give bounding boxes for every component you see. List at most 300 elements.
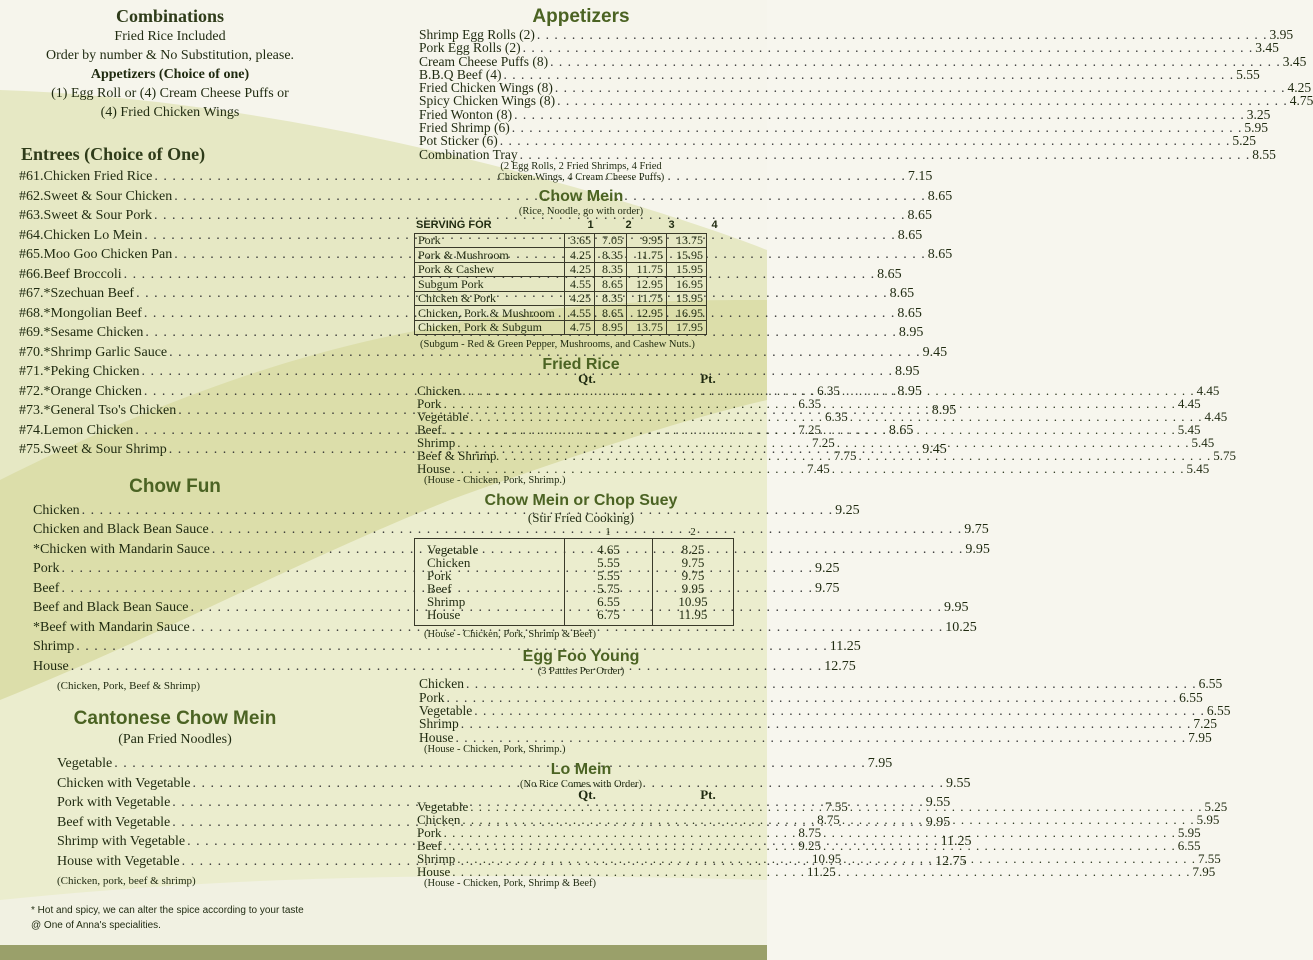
item-number: #73.* [19, 403, 51, 418]
dish-name: Pork [427, 568, 452, 584]
dot-leader [442, 839, 799, 852]
serving-size: 4 [711, 218, 718, 231]
item-name: Beef & Shrimp [417, 448, 497, 464]
item-number: #65. [19, 247, 44, 262]
item-name: Fried Chicken Wings (8) [419, 80, 553, 96]
item-price: 6.55 [1179, 689, 1203, 705]
item-name: Cream Cheese Puffs (8) [419, 53, 549, 69]
egg-foo-young-note: (House - Chicken, Pork, Shrimp.) [424, 743, 566, 755]
price-cell: 6.55 [597, 594, 620, 610]
table-row [415, 291, 707, 306]
item-name: Sweet & Sour Pork [43, 208, 152, 223]
item-price: 12.75 [824, 658, 856, 674]
dish-name: Beef [427, 581, 452, 597]
cantonese-note: (Chicken, pork, beef & shrimp) [57, 875, 196, 887]
item-price: 7.25 [1193, 716, 1218, 732]
item-price: 6.55 [1198, 676, 1223, 692]
appetizers-note-line: (2 Egg Rolls, 2 Fried Shrimps, 4 Fried [500, 160, 662, 172]
footer-notes [31, 905, 304, 931]
appetizer-choice-heading: Appetizers (Choice of one) [90, 67, 250, 82]
quart-price: 10.95 [812, 850, 842, 866]
chow-fun-note: (Chicken, Pork, Beef & Shrimp) [57, 680, 200, 692]
menu-item [406, 863, 1216, 879]
dot-leader [510, 121, 1245, 134]
item-number: #70.* [19, 344, 51, 360]
item-price: 7.15 [907, 169, 933, 184]
dish-name: Chicken, Pork & Subgum [415, 320, 565, 335]
menu-item [406, 40, 1279, 56]
item-name: Sweet & Sour Chicken [43, 188, 173, 204]
qt-label: Qt. [578, 786, 596, 802]
item-name: Chicken [417, 811, 461, 827]
spicy-mark: * [33, 619, 40, 635]
menu-item [406, 676, 1223, 692]
item-price: 8.65 [907, 208, 932, 223]
item-price: 5.95 [1244, 120, 1268, 136]
item-name: Peking Chicken [50, 364, 140, 379]
item-name: Szechuan Beef [50, 286, 135, 301]
item-price: 10.25 [945, 619, 977, 635]
item-name: House with Vegetable [57, 853, 180, 869]
price-cell: 15.95 [667, 291, 707, 306]
menu-item [406, 80, 1312, 96]
price-cell: 4.25 [565, 291, 595, 306]
quart-price: 6.35 [825, 409, 848, 425]
dot-leader [512, 108, 1247, 121]
item-name: Fried Shrimp (6) [419, 120, 510, 136]
item-name: Chicken and Black Bean Sauce [33, 522, 209, 537]
price-cell: 17.95 [667, 320, 707, 335]
price-cell: 8.95 [595, 320, 627, 335]
price-cell: 4.25 [565, 262, 595, 277]
cantonese-subtitle: (Pan Fried Noodles) [118, 732, 232, 747]
item-name: Shrimp with Vegetable [57, 834, 186, 849]
pint-price: 5.45 [1186, 461, 1210, 477]
item-price: 6.55 [1206, 703, 1231, 719]
item-price: 8.55 [1252, 146, 1276, 162]
price-cell: 9.95 [681, 581, 705, 597]
item-price: 9.25 [835, 502, 860, 518]
item-name: Beef [417, 837, 442, 853]
pint-price: 7.55 [1198, 850, 1221, 866]
dot-leader [848, 800, 1205, 813]
item-name: Pork [33, 561, 60, 576]
pint-price: 4.45 [1196, 383, 1220, 399]
price-cell: 11.75 [627, 262, 667, 277]
item-price: 8.65 [877, 266, 902, 282]
price-cell: 4.55 [565, 277, 595, 292]
item-number: #68.* [19, 305, 51, 321]
item-name: Beef [417, 422, 442, 438]
menu-item [406, 703, 1231, 719]
serving-size: 3 [668, 218, 675, 231]
menu-item [406, 689, 1203, 705]
price-cell: 9.75 [681, 568, 705, 584]
item-price: 8.95 [897, 383, 922, 399]
quart-price: 6.35 [798, 396, 822, 412]
item-name: Chicken [419, 676, 464, 692]
item-price: 8.65 [897, 305, 922, 321]
table-row [415, 262, 707, 277]
dot-leader [518, 148, 1253, 161]
item-name: Vegetable [417, 409, 469, 425]
egg-foo-young-list [406, 676, 1231, 745]
item-name: Beef [33, 580, 60, 596]
price-cell: 11.75 [627, 291, 667, 306]
price-cell: 4.65 [597, 542, 620, 558]
dot-leader [450, 865, 807, 878]
spicy-mark: * [33, 541, 40, 557]
quart-price: 8.75 [798, 824, 822, 840]
item-name: Orange Chicken [50, 383, 142, 399]
item-name: Beef with Mandarin Sauce [40, 619, 190, 635]
item-name: Shrimp Garlic Sauce [50, 344, 168, 360]
item-price: 8.95 [931, 403, 957, 418]
table-row [415, 248, 707, 263]
chow-mein-title: Chow Mein [538, 187, 624, 205]
pt-label: Pt. [700, 786, 716, 802]
price-cell: 9.95 [627, 233, 667, 248]
item-price: 4.75 [1289, 93, 1313, 109]
item-price: 3.45 [1282, 53, 1307, 69]
price-cell: 11.75 [627, 248, 667, 263]
price-cell: 12.95 [627, 277, 667, 292]
pt-label: Pt. [700, 371, 716, 387]
item-price: 4.25 [1287, 80, 1312, 96]
chow-mein-table [414, 233, 707, 336]
chow-mein-note: (Subgum - Red & Green Pepper, Mushrooms, and Cashew Nuts.) [420, 339, 695, 351]
item-name: Moo Goo Chicken Pan [43, 247, 173, 262]
item-price: 11.25 [940, 834, 972, 849]
item-number: #64. [19, 227, 44, 243]
quart-price: 11.25 [806, 863, 836, 879]
chop-suey-subtitle: (Stir Fried Cooking) [527, 510, 635, 526]
egg-foo-young-section [406, 676, 1231, 745]
item-number: #72.* [19, 383, 51, 399]
menu-item [406, 824, 1201, 840]
item-price: 8.65 [889, 286, 915, 301]
item-name: Vegetable [419, 703, 473, 719]
menu-item [406, 716, 1218, 732]
item-price: 7.95 [867, 756, 893, 771]
price-cell: 8.65 [595, 277, 627, 292]
quart-price: 8.75 [817, 811, 840, 827]
combinations-title: Combinations [115, 6, 225, 26]
pint-price: 5.45 [1191, 435, 1215, 451]
menu-item [406, 133, 1256, 149]
dot-leader [450, 462, 807, 475]
menu-item [406, 53, 1307, 69]
menu-item [406, 146, 1276, 162]
item-price: 9.95 [925, 814, 951, 830]
dot-leader [535, 28, 1270, 41]
price-cell: 6.75 [597, 607, 620, 623]
item-price: 8.65 [927, 247, 953, 262]
price-cell: 5.55 [597, 555, 620, 571]
appetizer-option: (1) Egg Roll or (4) Cream Cheese Puffs or [51, 86, 289, 101]
dot-leader [454, 731, 1189, 744]
dish-name: Chicken & Pork [415, 291, 565, 306]
item-number: #61. [19, 169, 44, 184]
item-name: Chicken [417, 383, 461, 399]
dish-name: Pork & Cashew [415, 262, 565, 277]
item-name: Chicken Fried Rice [43, 169, 153, 184]
price-cell: 8.35 [595, 248, 627, 263]
item-name: Chicken Lo Mein [43, 227, 143, 243]
serving-size: 1 [587, 218, 594, 231]
chow-mein-subtitle: (Rice, Noodle, go with order) [518, 205, 644, 217]
item-price: 8.65 [927, 188, 953, 204]
dish-name: Vegetable [427, 542, 479, 558]
price-cell: 16.95 [667, 306, 707, 321]
menu-item [0, 522, 989, 542]
dot-leader [459, 717, 1194, 730]
item-name: Beef with Vegetable [57, 814, 171, 830]
dish-name: Shrimp [427, 594, 466, 610]
item-name: House [419, 729, 454, 745]
item-name: Shrimp [417, 850, 456, 866]
item-name: Mongolian Beef [50, 305, 142, 321]
lo-mein-title: Lo Mein [550, 760, 612, 778]
chop-suey-header [414, 526, 767, 538]
pint-price: 5.95 [1177, 824, 1201, 840]
item-number: #66. [19, 266, 44, 282]
combinations-line: Fried Rice Included [114, 29, 226, 44]
item-number: #69.* [19, 325, 51, 340]
table-row [415, 277, 707, 292]
dot-leader [445, 691, 1180, 704]
item-name: Vegetable [57, 756, 113, 771]
item-price: 12.75 [935, 853, 967, 869]
chop-suey-col1: 1 [605, 526, 611, 539]
chow-mein-header [416, 219, 767, 231]
dot-leader [468, 800, 825, 813]
footer-special-note: @ One of Anna's specialities. [31, 920, 161, 931]
price-cell: 9.75 [681, 555, 705, 571]
menu-item [406, 461, 1210, 477]
pint-price: 7.95 [1192, 863, 1216, 879]
dish-name: House [427, 607, 461, 623]
combinations-line: Order by number & No Substitution, please. [45, 48, 295, 63]
item-name: Pork [417, 396, 442, 412]
quart-price: 7.25 [798, 422, 822, 438]
item-name: Beef Broccoli [43, 266, 122, 282]
item-name: House [417, 461, 451, 477]
dish-name: Chicken [427, 555, 471, 571]
dish-name: Pork & Mushroom [415, 248, 565, 263]
item-number: #75. [19, 442, 44, 457]
price-cell: 4.55 [565, 306, 595, 321]
item-price: 9.95 [944, 600, 969, 615]
serving-for-label: SERVING FOR [416, 218, 492, 231]
price-cell: 4.25 [565, 248, 595, 263]
egg-foo-young-title: Egg Foo Young [522, 648, 640, 666]
dot-leader [472, 704, 1207, 717]
pint-price: 4.45 [1204, 409, 1228, 425]
item-number: #74. [19, 422, 44, 438]
chow-fun-title: Chow Fun [129, 475, 221, 497]
item-price: 9.55 [925, 795, 951, 810]
combinations-section [29, 6, 311, 122]
item-price: 9.45 [922, 344, 948, 360]
item-name: House [33, 658, 69, 674]
quart-price: 7.55 [825, 798, 848, 814]
price-cell: 7.05 [595, 233, 627, 248]
price-cell: 8.65 [595, 306, 627, 321]
item-name: Combination Tray [419, 146, 518, 162]
pint-price: 5.75 [1213, 448, 1236, 464]
menu-item [406, 120, 1268, 136]
quart-price: 9.25 [798, 837, 822, 853]
item-name: Sesame Chicken [50, 325, 144, 340]
item-name: Pork [419, 689, 445, 705]
price-cell: 13.75 [667, 233, 707, 248]
item-name: Spicy Chicken Wings (8) [419, 93, 556, 109]
menu-item [406, 729, 1212, 745]
quart-price: 7.75 [833, 448, 857, 464]
dot-leader [548, 55, 1283, 68]
item-number: #63. [19, 208, 44, 223]
price-cell: 10.95 [678, 594, 708, 610]
quart-price: 7.25 [812, 435, 835, 451]
chop-suey-prices-2 [653, 539, 733, 625]
item-price: 8.65 [897, 227, 923, 243]
price-cell: 15.95 [667, 262, 707, 277]
dot-leader [455, 852, 812, 865]
chop-suey-names [415, 539, 565, 625]
item-price: 5.25 [1232, 133, 1256, 149]
item-name: Pork with Vegetable [57, 795, 171, 810]
table-row [415, 233, 707, 248]
dot-leader [830, 462, 1187, 475]
dot-leader [501, 68, 1236, 81]
dot-leader [464, 677, 1199, 690]
item-name: House [417, 863, 451, 879]
item-name: Shrimp Egg Rolls (2) [419, 27, 535, 42]
entrees-title: Entrees (Choice of One) [21, 144, 206, 164]
pint-price: 5.45 [1177, 422, 1201, 438]
dot-leader [841, 852, 1198, 865]
item-name: Chicken with Mandarin Sauce [40, 541, 210, 557]
price-cell: 5.55 [597, 568, 620, 584]
chop-suey-prices-1 [565, 539, 653, 625]
dot-leader [498, 134, 1233, 147]
lo-mein-subtitle: (No Rice Comes with Order) [520, 778, 642, 790]
dish-name: Chicken, Pork & Mushroom [415, 306, 565, 321]
dish-name: Pork [415, 233, 565, 248]
pint-price: 4.45 [1177, 396, 1201, 412]
appetizers-note-line: Chicken Wings, 4 Cream Cheese Puffs) [497, 171, 665, 183]
item-name: Vegetable [417, 798, 469, 814]
item-name: B.B.Q Beef (4) [419, 66, 502, 82]
item-name: Beef and Black Bean Sauce [33, 600, 189, 615]
dot-leader [821, 839, 1178, 852]
quart-price: 6.35 [817, 383, 840, 399]
price-cell: 5.75 [597, 581, 620, 597]
item-name: Lemon Chicken [43, 422, 134, 438]
item-price: 9.45 [922, 442, 947, 457]
dot-leader [840, 813, 1197, 826]
pint-price: 5.95 [1196, 811, 1220, 827]
lo-mein-note: (House - Chicken, Pork, Shrimp & Beef) [424, 877, 597, 889]
menu-item [406, 27, 1294, 42]
item-price: 9.25 [814, 561, 840, 576]
dot-leader [836, 865, 1193, 878]
price-cell: 11.95 [678, 607, 708, 623]
item-number: #67.* [19, 286, 51, 301]
dot-leader [460, 813, 817, 826]
item-name: Fried Wonton (8) [419, 106, 513, 122]
qt-label: Qt. [578, 371, 596, 387]
appetizers-list [406, 27, 1313, 162]
item-number: #62. [19, 188, 44, 204]
item-number: #71.* [19, 364, 51, 379]
dish-name: Subgum Pork [415, 277, 565, 292]
item-price: 9.55 [946, 775, 971, 791]
fried-rice-note: (House - Chicken, Pork, Shrimp.) [424, 475, 566, 487]
appetizers-title: Appetizers [532, 6, 630, 27]
chop-suey-note: (House - Chicken, Pork, Shrimp & Beef) [424, 629, 597, 641]
dot-leader [553, 81, 1288, 94]
chop-suey-col2: 2 [690, 526, 696, 539]
table-row [415, 306, 707, 321]
menu-item [406, 93, 1313, 109]
item-name: Pork Egg Rolls (2) [419, 40, 521, 56]
item-price: 8.95 [898, 325, 924, 340]
egg-foo-young-subtitle: (3 Patties Per Order) [537, 666, 625, 678]
price-cell: 16.95 [667, 277, 707, 292]
price-cell: 13.75 [627, 320, 667, 335]
pint-price: 6.55 [1177, 837, 1201, 853]
fried-rice-title: Fried Rice [542, 356, 620, 374]
price-cell: 15.95 [667, 248, 707, 263]
price-cell: 8.25 [681, 542, 705, 558]
item-name: Chicken with Vegetable [57, 775, 191, 791]
chop-suey-table [414, 538, 734, 626]
pint-price: 5.25 [1204, 798, 1228, 814]
dot-leader [442, 826, 799, 839]
table-row [415, 320, 707, 335]
item-price: 11.25 [829, 639, 861, 654]
item-name: General Tso's Chicken [50, 403, 177, 418]
appetizer-option: (4) Fried Chicken Wings [100, 105, 240, 120]
price-cell: 3.65 [565, 233, 595, 248]
chop-suey-title: Chow Mein or Chop Suey [484, 492, 678, 510]
item-name: Chicken [33, 502, 80, 518]
price-cell: 8.35 [595, 291, 627, 306]
price-cell: 8.35 [595, 262, 627, 277]
quart-price: 7.45 [806, 461, 830, 477]
item-price: 9.75 [814, 580, 840, 596]
item-price: 7.95 [1188, 729, 1212, 745]
menu-item [406, 106, 1271, 122]
cantonese-title: Cantonese Chow Mein [73, 708, 277, 729]
appetizers-note [406, 161, 756, 183]
price-cell: 12.95 [627, 306, 667, 321]
item-price: 8.95 [895, 364, 920, 379]
item-price: 3.45 [1255, 40, 1279, 56]
menu-item [406, 66, 1260, 82]
item-name: Shrimp [33, 639, 75, 654]
footer-hot-note: * Hot and spicy, we can alter the spice according to your taste [31, 905, 304, 916]
item-price: 8.65 [888, 422, 914, 438]
item-name: Pork [417, 824, 442, 840]
item-price: 3.95 [1269, 27, 1294, 42]
dot-leader [521, 41, 1256, 54]
dot-leader [821, 826, 1178, 839]
item-name: Shrimp [417, 435, 456, 451]
serving-size: 2 [625, 218, 632, 231]
